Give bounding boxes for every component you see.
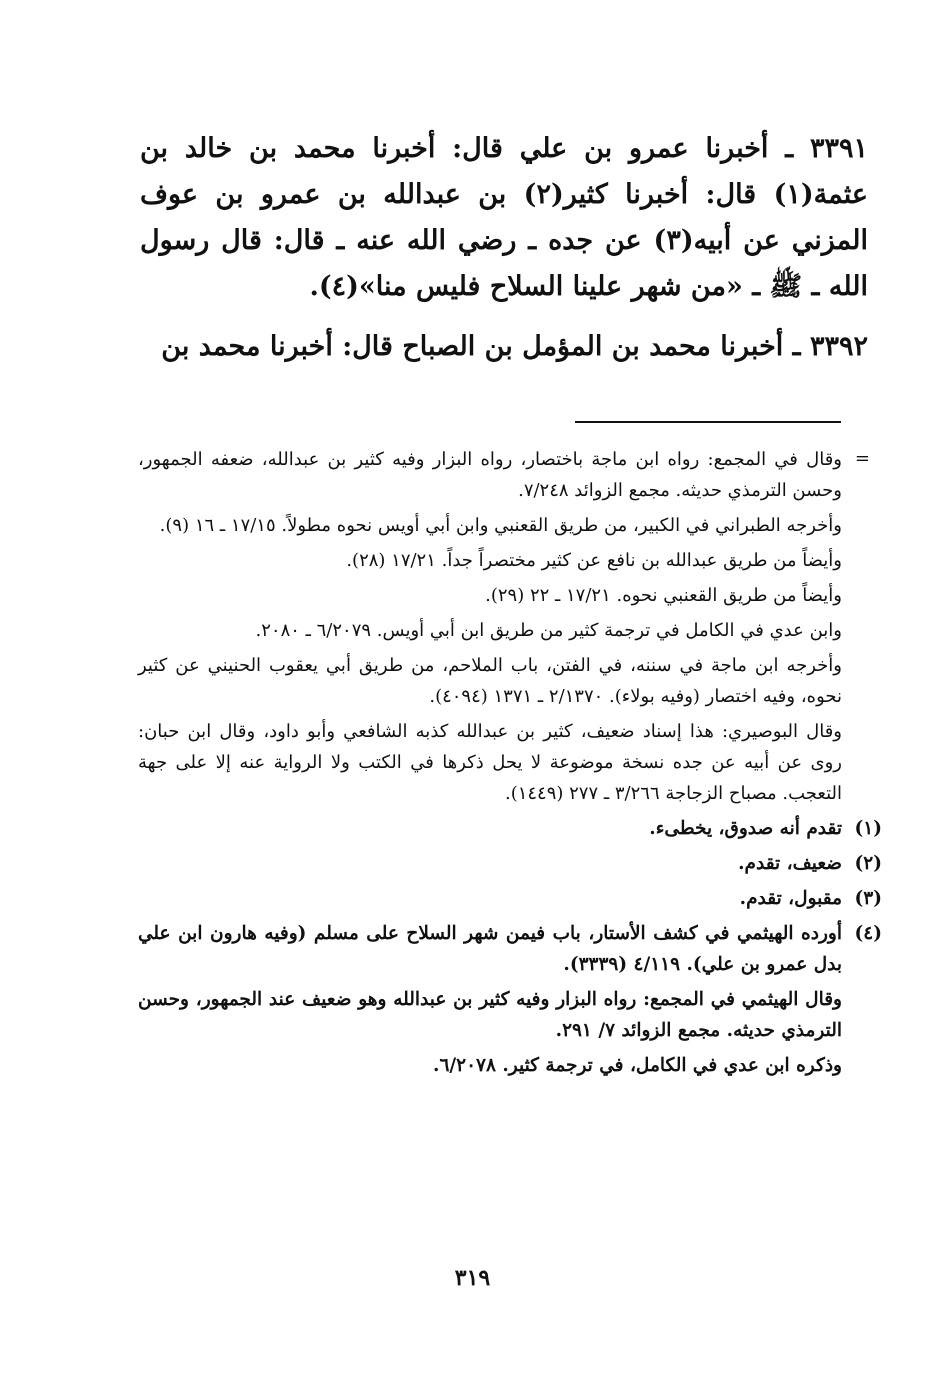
note-line: وأخرجه الطبراني في الكبير، من طريق القعنبي وابن أبي أويس نحوه مطولاً. ١٧/١٥ ـ ١٦ (٩). xyxy=(159,515,842,536)
footnote-text: تقدم أنه صدوق، يخطىء. xyxy=(649,818,842,839)
hadith-text: أخبرنا عمرو بن علي قال: أخبرنا محمد بن خالد بن عثمة(١) قال: أخبرنا كثير(٢) بن عبدالله بن عمرو بن عوف المزني عن أبيه(٣) عن جده ـ رضي الله عنه ـ قال: قال رسول الله ـ ﷺ ـ «من شهر علينا السلاح فليس منا»(٤). xyxy=(140,133,868,302)
footnote-text: مقبول، تقدم. xyxy=(739,888,842,909)
hadith-3391 xyxy=(140,126,868,310)
footnote-text: وقال الهيثمي في المجمع: رواه البزار وفيه كثير بن عبدالله وهو ضعيف عند الجمهور، وحسن الترمذي حديثه. مجمع الزوائد ٧/ ٢٩١. xyxy=(138,989,842,1041)
footnote-number: (٢) xyxy=(854,853,882,874)
page-number: ٣١٩ xyxy=(454,1265,491,1291)
footnote-text: أورده الهيثمي في كشف الأستار، باب فيمن شهر السلاح على مسلم (وفيه هارون ابن علي بدل عمرو بن علي). ٤/١١٩ (٣٣٣٩). xyxy=(138,923,842,975)
footnote-text: ضعيف، تقدم. xyxy=(738,853,842,874)
note-line: وأيضاً من طريق القعنبي نحوه. ١٧/٢١ ـ ٢٢ (٢٩). xyxy=(485,585,842,606)
footnote-number: (٤) xyxy=(854,923,882,944)
footnote-number: (٣) xyxy=(854,888,882,909)
main-text-body xyxy=(140,126,868,384)
footnotes-area xyxy=(138,444,882,1085)
footnote-2 xyxy=(138,848,882,879)
note-line: وأيضاً من طريق عبدالله بن نافع عن كثير مختصراً جداً. ١٧/٢١ (٢٨). xyxy=(346,550,842,571)
footnote-text: وذكره ابن عدي في الكامل، في ترجمة كثير. ٦/٢٠٧٨. xyxy=(433,1055,842,1076)
footnote-1 xyxy=(138,813,882,844)
hadith-number: ٣٣٩١ ـ xyxy=(785,133,868,164)
note-line: وقال البوصيري: هذا إسناد ضعيف، كثير بن عبدالله كذبه الشافعي وأبو داود، وقال ابن حبان: روى عن أبيه عن جده نسخة موضوعة لا يحل ذكرها في الكتب ولا الرواية عنه إلا على جهة التعجب. مصباح الزجاجة ٣/٢٦٦ ـ ٢٧٧ (١٤٤٩). xyxy=(138,721,842,804)
hadith-3392 xyxy=(140,324,868,370)
hadith-text: أخبرنا محمد بن المؤمل بن الصباح قال: أخبرنا محمد بن xyxy=(161,331,784,362)
footnote-3 xyxy=(138,883,882,914)
footnote-number: (١) xyxy=(854,818,882,839)
footnote-4-continued xyxy=(138,984,842,1046)
footnote-divider xyxy=(575,421,841,423)
note-line: وأخرجه ابن ماجة في سننه، في الفتن، باب الملاحم، من طريق أبي يعقوب الحنيني عن كثير نحوه، وفيه اختصار (وفيه بولاء). ٢/١٣٧٠ ـ ١٣٧١ (٤٠٩٤). xyxy=(138,655,842,707)
note-line: وابن عدي في الكامل في ترجمة كثير من طريق ابن أبي أويس. ٦/٢٠٧٩ ـ ٢٠٨٠. xyxy=(255,620,842,641)
note-line: وقال في المجمع: رواه ابن ماجة باختصار، رواه البزار وفيه كثير بن عبدالله، ضعفه الجمهور، وحسن الترمذي حديثه. مجمع الزوائد ٧/٢٤٨. xyxy=(138,449,842,501)
footnote-4-continued xyxy=(138,1050,842,1081)
footnote-4 xyxy=(138,918,882,980)
hadith-number: ٣٣٩٢ ـ xyxy=(792,331,868,362)
continuation-marker: = xyxy=(854,448,870,469)
